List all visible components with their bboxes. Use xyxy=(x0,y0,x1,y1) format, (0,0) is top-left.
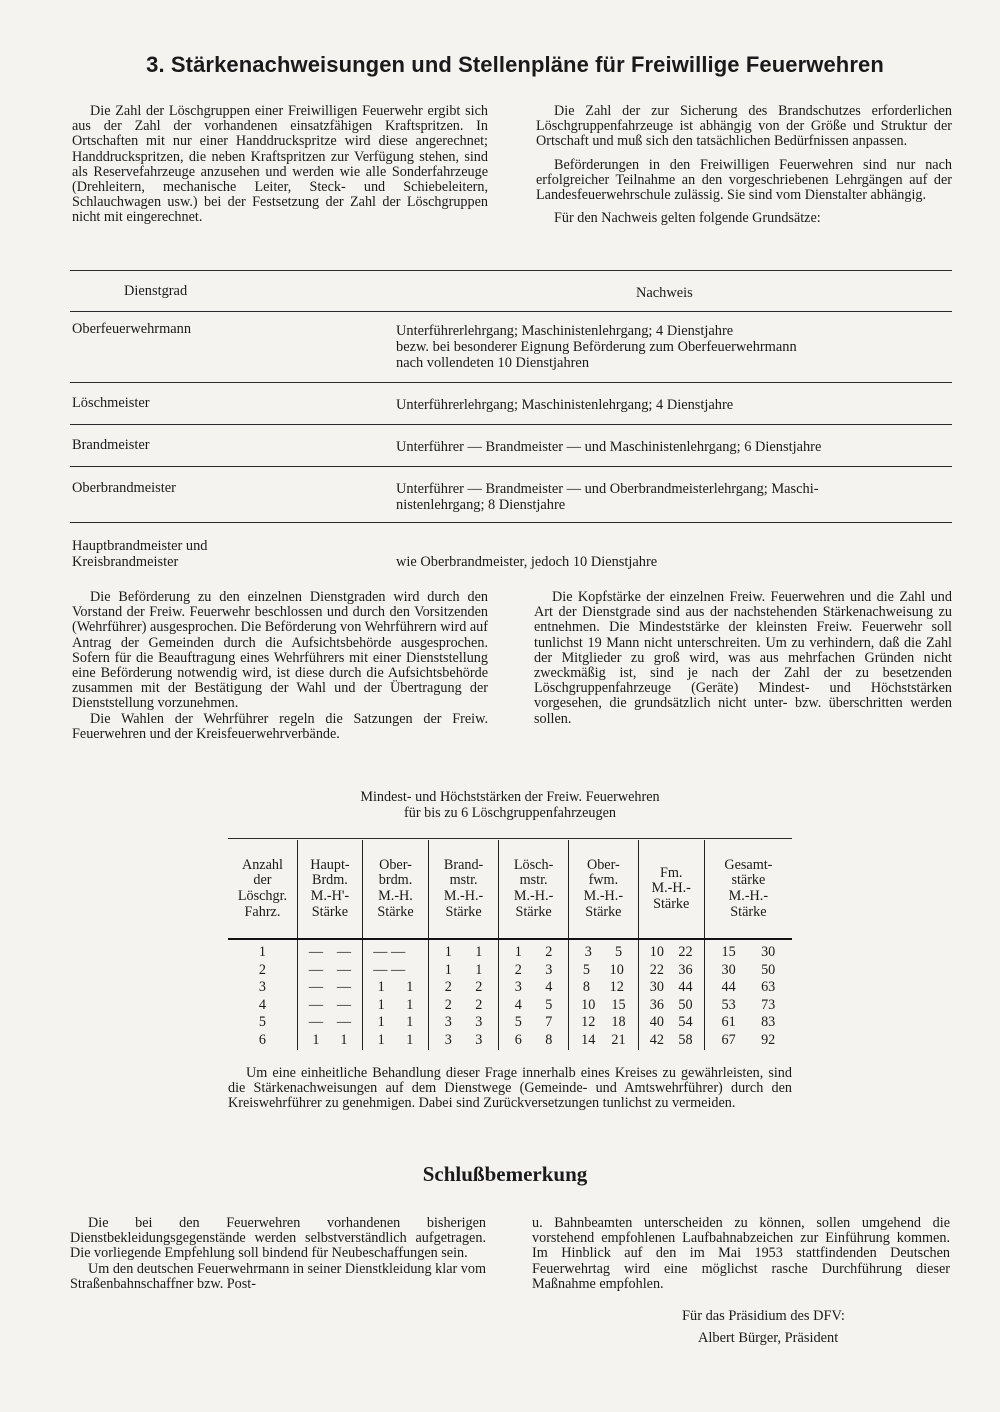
rank-row-rule xyxy=(70,424,952,425)
max-value: 4 xyxy=(545,979,553,996)
strength-col-header xyxy=(499,840,569,939)
header-line: Stärke xyxy=(653,895,690,912)
closing-right-column xyxy=(532,1216,950,1292)
proof-line: nistenlehrgang; 8 Dienstjahre xyxy=(396,497,566,513)
max-value: 2 xyxy=(545,944,553,960)
strength-cell-pair xyxy=(638,1014,704,1032)
header-line: M.-H.- xyxy=(443,888,484,904)
strength-cell-pair xyxy=(499,1014,569,1032)
min-max-pair xyxy=(709,1015,788,1031)
strength-cell-pair xyxy=(704,962,792,980)
rank-header-dienstgrad: Dienstgrad xyxy=(124,283,188,299)
strength-cell-pair xyxy=(297,1014,362,1032)
proof-line: bezw. bei besonderer Eignung Beförderung zum Oberfeuerwehrmann xyxy=(396,339,797,355)
max-value: 21 xyxy=(611,1031,626,1048)
max-value: 50 xyxy=(761,961,776,978)
min-max-pair xyxy=(643,1015,700,1031)
min-max-pair xyxy=(643,963,700,979)
min-max-pair xyxy=(302,998,358,1014)
strength-table-row xyxy=(228,1014,792,1032)
min-value: 3 xyxy=(444,1031,452,1048)
max-value: 3 xyxy=(475,1014,483,1031)
max-value: 54 xyxy=(678,1014,693,1031)
max-value: 1 xyxy=(340,1031,348,1048)
header-line: M.-H'- xyxy=(310,888,350,904)
min-max-pair xyxy=(503,998,564,1014)
min-value: 8 xyxy=(582,979,590,996)
min-max-pair xyxy=(643,998,700,1014)
min-max-pair xyxy=(503,1033,564,1049)
header-line: Stärke xyxy=(730,903,767,920)
min-value: — xyxy=(308,979,324,996)
header-line: Stärke xyxy=(311,903,349,920)
strength-cell-pair xyxy=(704,1032,792,1050)
min-value: 3 xyxy=(584,944,592,960)
min-value: 14 xyxy=(581,1031,596,1048)
min-value: 2 xyxy=(444,979,452,996)
proof-line: nach vollendeten 10 Dienstjahren xyxy=(396,355,590,371)
strength-cell-pair xyxy=(499,997,569,1015)
vehicle-count-cell: 3 xyxy=(228,979,297,997)
header-line: M.-H. xyxy=(378,888,413,904)
max-value: — xyxy=(336,996,351,1013)
rank-table-header-rule xyxy=(70,311,952,312)
vehicle-count-cell: 6 xyxy=(228,1032,297,1050)
header-line: Anzahl xyxy=(241,856,283,873)
strength-cell-pair xyxy=(499,1032,569,1050)
rank-header-nachweis: Nachweis xyxy=(636,285,693,301)
rank-line: Kreisbrandmeister xyxy=(72,554,179,570)
min-value: — — xyxy=(373,961,406,978)
header-line: fwm. xyxy=(588,872,619,889)
strength-table-row xyxy=(228,1032,792,1050)
header-line: Lösch- xyxy=(513,856,554,873)
strength-cell-pair xyxy=(704,1014,792,1032)
header-line: Ober- xyxy=(379,856,412,873)
min-value: — xyxy=(308,944,324,960)
strength-cell-pair xyxy=(638,979,704,997)
min-max-pair xyxy=(302,945,358,961)
rank-oberfeuerwehrmann: Oberfeuerwehrmann xyxy=(72,321,192,337)
min-value: 5 xyxy=(582,961,590,978)
max-value: 2 xyxy=(475,996,483,1013)
min-value: 30 xyxy=(721,961,736,978)
max-value: 1 xyxy=(406,979,414,996)
min-max-pair xyxy=(709,945,788,961)
min-max-pair xyxy=(573,1033,634,1049)
strength-cell-pair xyxy=(362,939,428,962)
rank-row-rule xyxy=(70,382,952,383)
strength-col-header xyxy=(429,840,499,939)
mid-left-column xyxy=(72,590,488,742)
min-max-pair xyxy=(643,945,700,961)
min-value: — — xyxy=(373,944,406,960)
header-line: M.-H.- xyxy=(651,880,691,897)
strength-table-top-rule xyxy=(228,838,792,839)
intro-right-paragraph-3: Für den Nachweis gelten folgende Grundsätze: xyxy=(554,210,821,227)
max-value: 44 xyxy=(678,979,693,996)
strength-cell-pair xyxy=(569,939,639,962)
strength-cell-pair xyxy=(429,939,499,962)
proof-line: Unterführer — Brandmeister — und Oberbrandmeisterlehrgang; Maschi- xyxy=(396,481,819,497)
header-line: Haupt- xyxy=(310,856,350,873)
max-value: 18 xyxy=(611,1014,626,1031)
min-max-pair xyxy=(503,1015,564,1031)
strength-cell-pair xyxy=(429,1014,499,1032)
vehicle-count-cell: 5 xyxy=(228,1014,297,1032)
proof-oberbrandmeister xyxy=(396,481,952,513)
strength-col-header xyxy=(362,840,428,939)
header-line: der xyxy=(253,872,272,889)
header-line: M.-H.- xyxy=(583,888,624,904)
max-value: 1 xyxy=(406,1031,414,1048)
caption-line: für bis zu 6 Löschgruppenfahrzeugen xyxy=(404,804,616,821)
mid-left-paragraph-2: Die Wahlen der Wehrführer regeln die Satzungen der Freiw. Feuerwehren und der Kreisfeuerwehrverbände. xyxy=(72,710,488,742)
max-value: 50 xyxy=(678,996,693,1013)
strength-cell-pair xyxy=(297,939,362,962)
max-value: — xyxy=(336,961,351,978)
min-value: 61 xyxy=(721,1014,736,1031)
min-value: 4 xyxy=(514,996,522,1013)
strength-table xyxy=(228,840,792,1050)
strength-cell-pair xyxy=(297,997,362,1015)
strength-cell-pair xyxy=(429,979,499,997)
min-value: 1 xyxy=(514,944,522,960)
min-value: 1 xyxy=(377,1014,385,1031)
max-value: — xyxy=(336,1014,351,1031)
min-value: — xyxy=(308,1014,324,1031)
header-line: Stärke xyxy=(445,903,482,920)
min-max-pair xyxy=(643,1033,700,1049)
strength-cell-pair xyxy=(429,1032,499,1050)
min-max-pair xyxy=(433,1033,494,1049)
min-max-pair xyxy=(643,980,700,996)
strength-cell-pair xyxy=(362,1032,428,1050)
max-value: — xyxy=(336,944,351,960)
min-max-pair xyxy=(367,980,424,996)
rank-loeschmeister: Löschmeister xyxy=(72,395,150,411)
min-value: 1 xyxy=(444,944,452,960)
min-value: 2 xyxy=(514,961,522,978)
proof-hauptbrandmeister: wie Oberbrandmeister, jedoch 10 Dienstjahre xyxy=(396,554,658,570)
min-max-pair xyxy=(433,945,494,961)
strength-col-header xyxy=(297,840,362,939)
mid-right-column xyxy=(534,590,952,727)
max-value: 5 xyxy=(545,996,553,1013)
min-max-pair xyxy=(433,963,494,979)
header-line: M.-H.- xyxy=(728,888,769,904)
min-value: 6 xyxy=(514,1031,522,1048)
strength-cell-pair xyxy=(297,962,362,980)
header-line: Brdm. xyxy=(311,872,348,889)
min-value: 10 xyxy=(649,944,664,960)
header-line: stärke xyxy=(731,872,766,889)
max-value: 1 xyxy=(475,944,483,960)
min-max-pair xyxy=(503,963,564,979)
vehicle-count-cell: 4 xyxy=(228,997,297,1015)
max-value: 7 xyxy=(545,1014,553,1031)
strength-cell-pair xyxy=(362,997,428,1015)
caption-line: Mindest- und Höchststärken der Freiw. Feuerwehren xyxy=(360,789,660,805)
min-max-pair xyxy=(573,998,634,1014)
min-value: 3 xyxy=(514,979,522,996)
min-max-pair xyxy=(302,963,358,979)
max-value: 15 xyxy=(611,996,626,1013)
strength-cell-pair xyxy=(499,979,569,997)
min-max-pair xyxy=(709,998,788,1014)
strength-table-row xyxy=(228,979,792,997)
max-value: 63 xyxy=(761,979,776,996)
header-line: Brand- xyxy=(443,856,484,873)
max-value: 3 xyxy=(475,1031,483,1048)
header-line: mstr. xyxy=(519,872,548,889)
strength-cell-pair xyxy=(429,997,499,1015)
max-value: 30 xyxy=(761,944,776,960)
header-line: Ober- xyxy=(586,856,620,873)
rank-row-rule xyxy=(70,466,952,467)
closing-left-paragraph-1: Die bei den Feuerwehren vorhandenen bisherigen Dienstbekleidungsgegenstände werden selbstverständlich aufgetragen. Die vorliegende Empfehlung soll bindend für Neubeschaffungen sein. xyxy=(70,1215,486,1262)
strength-col-header xyxy=(569,840,639,939)
strength-table-row xyxy=(228,962,792,980)
proof-loeschmeister: Unterführerlehrgang; Maschinistenlehrgang; 4 Dienstjahre xyxy=(396,397,734,413)
proof-brandmeister: Unterführer — Brandmeister — und Maschinistenlehrgang; 6 Dienstjahre xyxy=(396,439,822,455)
min-value: 12 xyxy=(581,1014,596,1031)
min-max-pair xyxy=(503,980,564,996)
max-value: 22 xyxy=(678,944,693,960)
min-value: 67 xyxy=(721,1031,736,1048)
header-line: Stärke xyxy=(515,903,552,920)
strength-table-row xyxy=(228,939,792,962)
min-max-pair xyxy=(433,998,494,1014)
strength-cell-pair xyxy=(362,979,428,997)
mid-right-paragraph: Die Kopfstärke der einzelnen Freiw. Feuerwehren und die Zahl und Art der Dienstgrade sind aus der nachstehenden Stärkenachweisung zu entnehmen. Die Mindeststärke der kleinsten Freiw. Feuerwehr soll tunlichst 19 Mann nicht unterschreiten. Um zu verhindern, daß die Zahl der Mitglieder zu groß wird, was aus mehrfachen Gründen nicht zweckmäßig ist, sind je nach der Zahl der zu besetzenden Löschgruppenfahrzeuge (Geräte) Mindest- und Höchststärken vorgesehen, die grundsätzlich nicht unter- bzw. überschritten werden sollen. xyxy=(534,589,952,727)
min-max-pair xyxy=(433,1015,494,1031)
max-value: 5 xyxy=(614,944,623,960)
strength-cell-pair xyxy=(638,997,704,1015)
min-max-pair xyxy=(302,1015,358,1031)
strength-col-header xyxy=(638,840,704,939)
min-value: 1 xyxy=(377,996,385,1013)
rank-brandmeister: Brandmeister xyxy=(72,437,150,453)
max-value: 58 xyxy=(678,1031,693,1048)
intro-right-paragraph-2: Beförderungen in den Freiwilligen Feuerwehren sind nur nach erfolgreicher Teilnahme an den vorgeschriebenen Lehrgängen auf der Landesfeuerwehrschule zulässig. Sie sind vom Dienstalter abhängig. xyxy=(536,156,952,204)
header-line: Löschgr. xyxy=(237,888,288,904)
strength-table-header-row xyxy=(228,840,792,939)
min-value: 10 xyxy=(581,996,596,1013)
max-value: 10 xyxy=(609,961,624,978)
min-max-pair xyxy=(433,980,494,996)
strength-cell-pair xyxy=(638,1032,704,1050)
min-max-pair xyxy=(709,980,788,996)
max-value: 3 xyxy=(545,961,553,978)
strength-cell-pair xyxy=(499,939,569,962)
min-value: 53 xyxy=(721,996,736,1013)
min-max-pair xyxy=(709,1033,788,1049)
strength-col-header xyxy=(228,840,297,939)
intro-left-paragraph: Die Zahl der Löschgruppen einer Freiwilligen Feuerwehr ergibt sich aus der Zahl der vorhandenen einsatzfähigen Kraftspritzen. In Ortschaften mit nur einer Handdruckspritze wird diese angerechnet; Handdruckspritzen, die neben Kraftspritzen zur Verfügung stehen, sind als Reservefahrzeuge anzusehen und werden wie alle Sonderfahrzeuge (Drehleitern, mechanische Leiter, Steck- und Schiebeleitern, Schlauchwagen usw.) bei der Festsetzung der Zahl der Löschgruppen nicht mit eingerechnet. xyxy=(72,103,488,226)
max-value: 1 xyxy=(406,1014,414,1031)
header-line: brdm. xyxy=(378,872,413,889)
signature-line-2: Albert Bürger, Präsident xyxy=(698,1330,839,1346)
strength-cell-pair xyxy=(704,997,792,1015)
vehicle-count-cell: 1 xyxy=(228,939,297,962)
closing-left-column xyxy=(70,1216,486,1292)
rank-oberbrandmeister: Oberbrandmeister xyxy=(72,480,176,496)
max-value: 83 xyxy=(761,1014,776,1031)
after-table-paragraph: Um eine einheitliche Behandlung dieser Frage innerhalb eines Kreises zu gewährleisten, sind die Stärkenachweisungen auf dem Dienstwege (Gemeinde- und Amtswehrführer) durch den Kreiswehrführer zu genehmigen. Dabei sind Zurückversetzungen tunlichst zu vermeiden. xyxy=(228,1065,792,1112)
strength-cell-pair xyxy=(569,962,639,980)
min-value: 1 xyxy=(444,961,452,978)
min-max-pair xyxy=(367,963,424,979)
intro-right-column xyxy=(536,104,952,226)
max-value: 1 xyxy=(406,996,414,1013)
max-value: 73 xyxy=(761,996,776,1013)
min-value: 30 xyxy=(649,979,664,996)
strength-cell-pair xyxy=(362,1014,428,1032)
min-value: 2 xyxy=(444,996,452,1013)
proof-line: Unterführerlehrgang; Maschinistenlehrgang; 4 Dienstjahre xyxy=(396,323,734,339)
min-value: 40 xyxy=(649,1014,664,1031)
min-value: 1 xyxy=(377,979,385,996)
header-line: mstr. xyxy=(449,872,478,889)
rank-row-rule xyxy=(70,522,952,523)
header-line: Stärke xyxy=(585,903,622,920)
min-value: — xyxy=(308,996,324,1013)
strength-table-row xyxy=(228,997,792,1015)
strength-cell-pair xyxy=(704,939,792,962)
strength-table-caption xyxy=(250,790,770,821)
max-value: 1 xyxy=(475,961,483,978)
strength-cell-pair xyxy=(638,962,704,980)
min-max-pair xyxy=(503,945,564,961)
min-value: 1 xyxy=(377,1031,385,1048)
min-max-pair xyxy=(302,980,358,996)
min-max-pair xyxy=(367,1033,424,1049)
max-value: — xyxy=(336,979,351,996)
min-value: 36 xyxy=(649,996,664,1013)
intro-left-column xyxy=(72,104,488,226)
min-max-pair xyxy=(573,945,634,961)
min-value: — xyxy=(308,961,324,978)
rank-line: Hauptbrandmeister und xyxy=(72,538,208,554)
strength-cell-pair xyxy=(362,962,428,980)
strength-cell-pair xyxy=(297,979,362,997)
header-line: Fahrz. xyxy=(244,903,281,920)
min-max-pair xyxy=(367,998,424,1014)
strength-cell-pair xyxy=(297,1032,362,1050)
min-value: 44 xyxy=(721,979,736,996)
closing-right-paragraph: u. Bahnbeamten unterscheiden zu können, sollen umgehend die vorstehend empfohlenen Laufbahnabzeichen zur Einführung kommen. Im Hinblick auf den im Mai 1953 stattfindenden Deutschen Feuerwehrtag wird eine möglichst rasche Durchführung dieser Maßnahme empfohlen. xyxy=(532,1215,950,1292)
min-max-pair xyxy=(302,1033,358,1049)
min-value: 22 xyxy=(649,961,664,978)
min-value: 15 xyxy=(721,944,736,960)
max-value: 92 xyxy=(761,1031,776,1048)
max-value: 12 xyxy=(609,979,624,996)
min-value: 1 xyxy=(312,1031,320,1048)
signature-line-1: Für das Präsidium des DFV: xyxy=(682,1308,845,1324)
rank-table-top-rule xyxy=(70,270,952,271)
min-value: 5 xyxy=(514,1014,522,1031)
closing-title: Schlußbemerkung xyxy=(422,1162,588,1186)
strength-cell-pair xyxy=(569,1014,639,1032)
header-line: Fm. xyxy=(659,864,683,881)
strength-table-body xyxy=(228,939,792,1050)
min-max-pair xyxy=(573,980,634,996)
max-value: 2 xyxy=(475,979,483,996)
min-value: 42 xyxy=(649,1031,664,1048)
min-max-pair xyxy=(573,1015,634,1031)
strength-cell-pair xyxy=(569,1032,639,1050)
min-max-pair xyxy=(367,945,424,961)
proof-oberfeuerwehrmann xyxy=(396,323,952,371)
strength-cell-pair xyxy=(569,979,639,997)
strength-cell-pair xyxy=(638,939,704,962)
after-table-column xyxy=(228,1066,792,1112)
header-line: M.-H.- xyxy=(513,888,554,904)
vehicle-count-cell: 2 xyxy=(228,962,297,980)
min-max-pair xyxy=(709,963,788,979)
strength-cell-pair xyxy=(569,997,639,1015)
header-line: Stärke xyxy=(377,903,414,920)
strength-cell-pair xyxy=(704,979,792,997)
max-value: 8 xyxy=(545,1031,553,1048)
mid-left-paragraph-1: Die Beförderung zu den einzelnen Dienstgraden wird durch den Vorstand der Freiw. Feuerwehr beschlossen und durch den Vorsitzenden (Wehrführer) ausgesprochen. Die Beförderung von Wehrführern wird auf Antrag der Gemeinden durch die Aufsichtsbehörde ausgesprochen. Sofern für die Beauftragung eines Wehrführers mit einer Dienststellung eine Beförderung notwendig wird, ist diese durch die Aufsichtsbehörde zusammen mit der Bestätigung der Wahl und der Übertragung der Dienststellung vorzunehmen. xyxy=(72,589,488,712)
header-line: Gesamt- xyxy=(724,856,773,873)
strength-col-header xyxy=(704,840,792,939)
min-max-pair xyxy=(367,1015,424,1031)
min-max-pair xyxy=(573,963,634,979)
strength-cell-pair xyxy=(499,962,569,980)
section-title: 3. Stärkenachweisungen und Stellenpläne für Freiwillige Feuerwehren xyxy=(146,52,884,77)
rank-hauptbrandmeister xyxy=(72,538,207,570)
min-value: 3 xyxy=(444,1014,452,1031)
intro-right-paragraph-1: Die Zahl der zur Sicherung des Brandschutzes erforderlichen Löschgruppenfahrzeuge ist abhängig von der Größe und Struktur der Ortschaft und muß sich den tatsächlichen Bedürfnissen anpassen. xyxy=(536,103,952,150)
max-value: 36 xyxy=(678,961,693,978)
closing-left-paragraph-2: Um den deutschen Feuerwehrmann in seiner Dienstkleidung klar vom Straßenbahnschaffner bzw. Post- xyxy=(70,1260,486,1292)
strength-cell-pair xyxy=(429,962,499,980)
